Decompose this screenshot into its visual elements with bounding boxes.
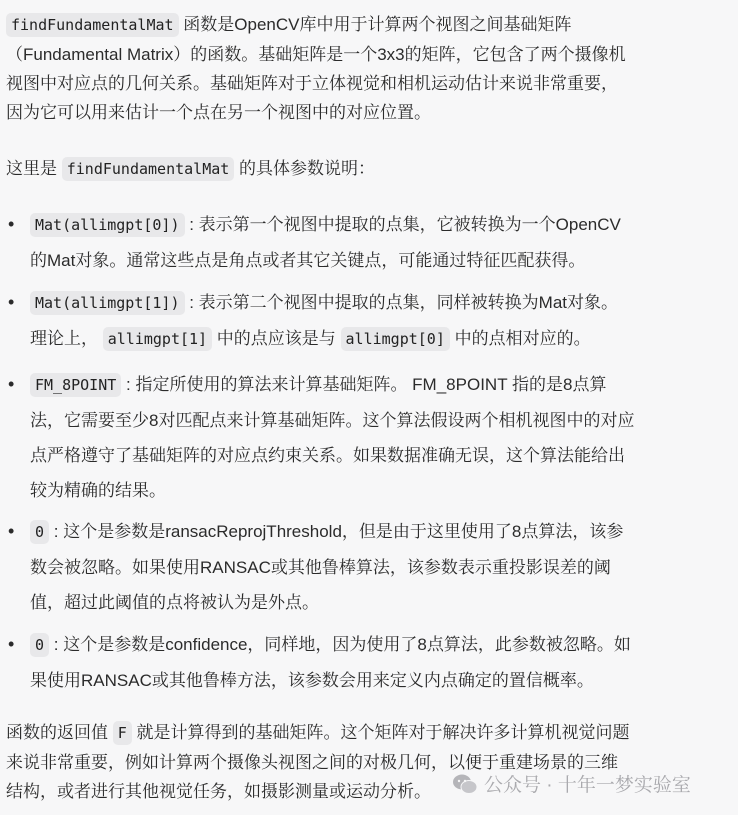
watermark — [452, 770, 691, 797]
item-text: : 指定所使用的算法来计算基础矩阵。 FM_8POINT 指的是8点算 法，它需要至少8对匹配点来计算基础矩阵。这个算法假设两个相机视图中的对应 点严格遵守了基础矩阵的对应点约束关系。如果数据准确无误，这个算法能给出 较为精确的结果。 — [30, 375, 635, 500]
inline-code: Mat(allimgpt[1]) — [30, 291, 185, 315]
bullet: • — [8, 214, 15, 234]
list-item — [8, 514, 738, 620]
wechat-icon — [452, 773, 478, 795]
item-text: : 表示第一个视图中提取的点集，它被转换为一个OpenCV 的Mat对象。通常这些点是角点或者其它关键点，可能通过特征匹配获得。 — [30, 215, 621, 270]
params-intro-text: 这里是 — [6, 159, 62, 178]
bullet: • — [8, 521, 15, 541]
item-text: 中的点相对应的。 — [449, 329, 591, 348]
intro-paragraph — [6, 10, 738, 127]
item-text: : 这个是参数是ransacReprojThreshold，但是由于这里使用了8点算法，该参 数会被忽略。如果使用RANSAC或其他鲁棒算法，该参数表示重投影误差的阈 值，超过此阈值的点将被认为是外点。 — [30, 522, 624, 612]
item-text: : 表示第二个视图中提取的点集，同样被转换为Mat对象。 理论上， — [30, 293, 619, 348]
conclusion-text: 函数的返回值 — [6, 723, 113, 742]
list-item — [8, 627, 738, 698]
bullet: • — [8, 374, 15, 394]
watermark-text: 公众号 · 十年一梦实验室 — [484, 775, 691, 796]
conclusion-text: 就是计算得到的基础矩阵。这个矩阵对于解决许多计算机视觉问题 来说非常重要，例如计算两个摄像头视图之间的对极几何，以便于重建场景的三维 结构，或者进行其他视觉任务，如摄影测量或运动分析。 — [6, 723, 630, 801]
item-text: 中的点应该是与 — [212, 329, 341, 348]
inline-code: allimgpt[0] — [341, 327, 450, 351]
list-item — [8, 367, 738, 508]
bullet: • — [8, 634, 15, 654]
params-intro — [6, 154, 738, 184]
bullet: • — [8, 292, 15, 312]
params-intro-text: 的具体参数说明： — [234, 159, 376, 178]
item-text: : 这个是参数是confidence，同样地，因为使用了8点算法，此参数被忽略。如 果使用RANSAC或其他鲁棒方法，该参数会用来定义内点确定的置信概率。 — [30, 635, 631, 690]
inline-code: allimgpt[1] — [103, 327, 212, 351]
inline-code: Mat(allimgpt[0]) — [30, 213, 185, 237]
inline-code: 0 — [30, 520, 49, 544]
list-item — [8, 207, 738, 278]
inline-code: 0 — [30, 633, 49, 657]
inline-code: F — [113, 721, 132, 745]
inline-code: findFundamentalMat — [62, 157, 235, 181]
intro-text: 函数是OpenCV库中用于计算两个视图之间基础矩阵 （Fundamental Matrix）的函数。基础矩阵是一个3x3的矩阵，它包含了两个摄像机 视图中对应点的几何关系。基础矩阵对于立体视觉和相机运动估计来说非常重要， 因为它可以用来估计一个点在另一个视图中的对应位置。 — [6, 15, 626, 122]
inline-code: findFundamentalMat — [6, 13, 179, 37]
list-item — [8, 285, 738, 357]
inline-code: FM_8POINT — [30, 373, 121, 397]
